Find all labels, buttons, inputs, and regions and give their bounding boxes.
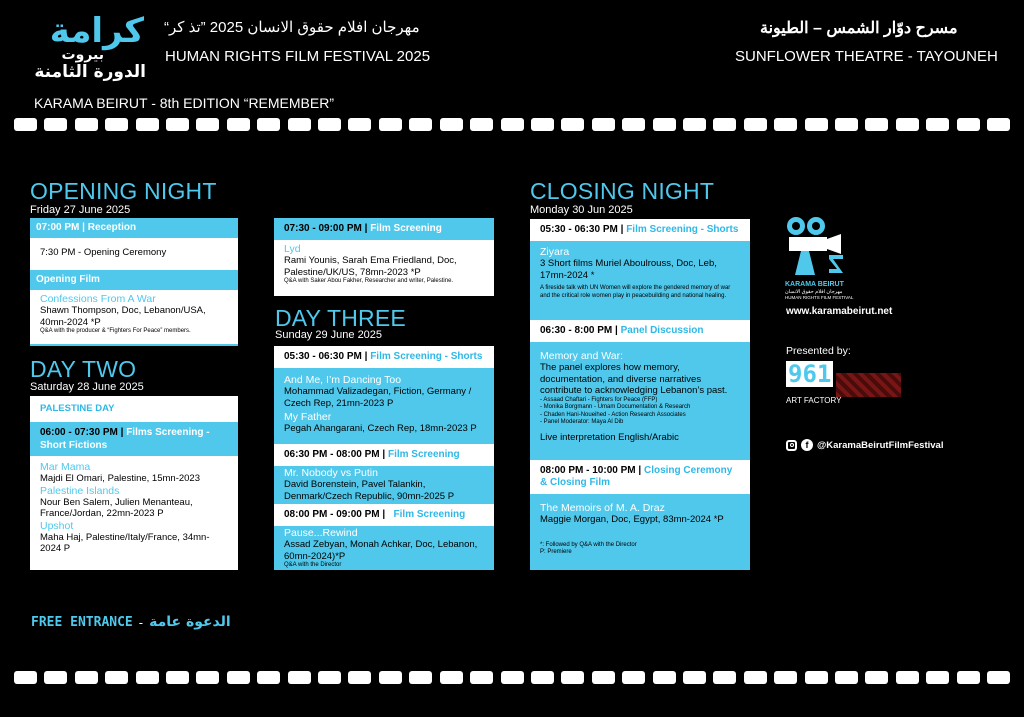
karama-logo: [785, 215, 855, 277]
day-two-card: [30, 396, 238, 570]
free-entrance-arabic: الدعوة عامة: [149, 614, 231, 630]
opening-ceremony: 7:30 PM - Opening Ceremony: [30, 238, 238, 270]
panel-discussion: Memory and War: The panel explores how memory, documentation, and diverse narratives contribute to acknowledging Lebanon’s past. - Assaad Chaftari - Fighters for Peace (FFP) - Monika Borgmann - Umam Documentation & Research - Chaden Hani-Noueihed - Action Research Associates - Panel Moderator: Maya Al Dib Live interpretation English/Arabic: [540, 350, 728, 443]
day-three-films-1: And Me, I’m Dancing Too Mohammad Valizadegan, Fiction, Germany / Czech Rep, 21mn-2023 P My Father Pegah Ahangarani, Czech Rep, 18mn-2023 P: [284, 374, 477, 434]
instagram-icon[interactable]: [786, 440, 797, 451]
festival-title-arabic: مهرجان افلام حقوق الانسان 2025 ”تذ كر“: [164, 19, 420, 36]
day-three-slot-1: 05:30 - 06:30 PM | Film Screening - Shorts: [274, 346, 494, 368]
film-strip-bottom: [14, 671, 1010, 685]
logo-english-caption: HUMAN RIGHTS FILM FESTIVAL: [785, 295, 854, 300]
day-three-slot-2: 06:30 PM - 08:00 PM | Film Screening: [274, 444, 494, 466]
free-entrance-label: FREE ENTRANCE: [31, 614, 133, 630]
list-item: Palestine Islands Nour Ben Salem, Julien Menanteau, France/Jordan, 22mn-2023 P: [40, 484, 193, 519]
closing-film-1: Ziyara 3 Short films Muriel Aboulrouss, Doc, Leb, 17mn-2024 * A fireside talk with UN Women will explore the gendered memory of war and the critical role women play in peacebuilding and national healing.: [540, 246, 731, 299]
list-item: Mar Mama Majdi El Omari, Palestine, 15mn-2023: [40, 461, 200, 484]
lyd-slot: 07:30 - 09:00 PM | Film Screening: [274, 218, 494, 240]
opening-night-card: [30, 218, 238, 346]
website-link[interactable]: www.karamabeirut.net: [786, 306, 893, 317]
day-three-slot-3: 08:00 PM - 09:00 PM | Film Screening: [274, 504, 494, 526]
sponsor-name: ART FACTORY: [786, 396, 842, 405]
sponsor-logo: 961: [786, 359, 901, 397]
closing-film-2: The Memoirs of M. A. Draz Maggie Morgan, Doc, Egypt, 83mn-2024 *P *: Followed by Q&A with the Director P: Premiere: [540, 502, 724, 555]
day-three-film-3: Mr. Nobody vs Putin David Borenstein, Pavel Talankin, Denmark/Czech Republic, 90mn-2025 P: [284, 467, 455, 502]
social-handle[interactable]: @KaramaBeirutFilmFestival: [817, 439, 944, 451]
day-two-date: Saturday 28 June 2025: [30, 381, 144, 393]
day-two-evening-card: [274, 218, 494, 296]
free-entrance-dash: -: [138, 614, 144, 630]
lyd-film: Lyd Rami Younis, Sarah Ema Friedland, Doc, Palestine/UK/US, 78mn-2023 *P Q&A with Saker Abou Fakher, Researcher and writer, Palestine.: [284, 243, 457, 284]
logo-arabic-caption: مهرجان افلام حقوق الانسان: [785, 289, 843, 295]
opening-night-title: OPENING NIGHT: [30, 178, 217, 204]
day-three-date: Sunday 29 June 2025: [275, 329, 383, 341]
day-three-title: DAY THREE: [275, 305, 406, 331]
logo-name: KARAMA BEIRUT: [785, 281, 844, 288]
reception-slot: 07:00 PM | Reception: [36, 222, 137, 233]
day-two-slot: 06:00 - 07:30 PM | Films Screening - Short Fictions: [30, 422, 238, 456]
edition-title: KARAMA BEIRUT - 8th EDITION “REMEMBER”: [34, 95, 335, 111]
closing-slot-2: 06:30 - 8:00 PM | Panel Discussion: [530, 320, 750, 342]
facebook-icon[interactable]: f: [801, 439, 813, 451]
opening-night-date: Friday 27 June 2025: [30, 204, 131, 216]
closing-slot-3: 08:00 PM - 10:00 PM | Closing Ceremony & Closing Film: [530, 460, 750, 494]
list-item: Upshot Maha Haj, Palestine/Italy/France, 34mn-2024 P: [40, 519, 210, 554]
day-two-title: DAY TWO: [30, 356, 137, 382]
venue-name: SUNFLOWER THEATRE - TAYOUNEH: [735, 48, 998, 65]
palestine-day-label: PALESTINE DAY: [40, 403, 115, 414]
closing-night-card: [530, 219, 750, 570]
opening-film: Confessions From A War Shawn Thompson, Doc, Lebanon/USA, 40mn-2024 *P Q&A with the producer & “Fighters For Peace” members.: [30, 290, 238, 344]
day-three-card: [274, 346, 494, 570]
opening-film-header: Opening Film: [36, 274, 100, 285]
day-three-film-4: Pause...Rewind Assad Zebyan, Monah Achkar, Doc, Lebanon, 60mn-2024)*P Q&A with the Director: [284, 527, 478, 568]
closing-night-date: Monday 30 Jun 2025: [530, 204, 633, 216]
karama-logo-arabic: كرامة بيروت الدورة الثامنة: [34, 11, 146, 82]
venue-arabic: مسرح دوّار الشمس – الطيونة: [760, 20, 958, 37]
film-strip-top: [14, 118, 1010, 132]
sponsor-pattern: [836, 373, 901, 397]
festival-title: HUMAN RIGHTS FILM FESTIVAL 2025: [165, 48, 431, 65]
day-two-films: [30, 456, 238, 560]
social-links: [786, 439, 943, 451]
presented-by-label: Presented by:: [786, 345, 851, 357]
closing-night-title: CLOSING NIGHT: [530, 178, 715, 204]
free-entrance: [31, 614, 231, 630]
closing-slot-1: 05:30 - 06:30 PM | Film Screening - Shorts: [530, 219, 750, 241]
film-camera-icon: [785, 215, 855, 277]
